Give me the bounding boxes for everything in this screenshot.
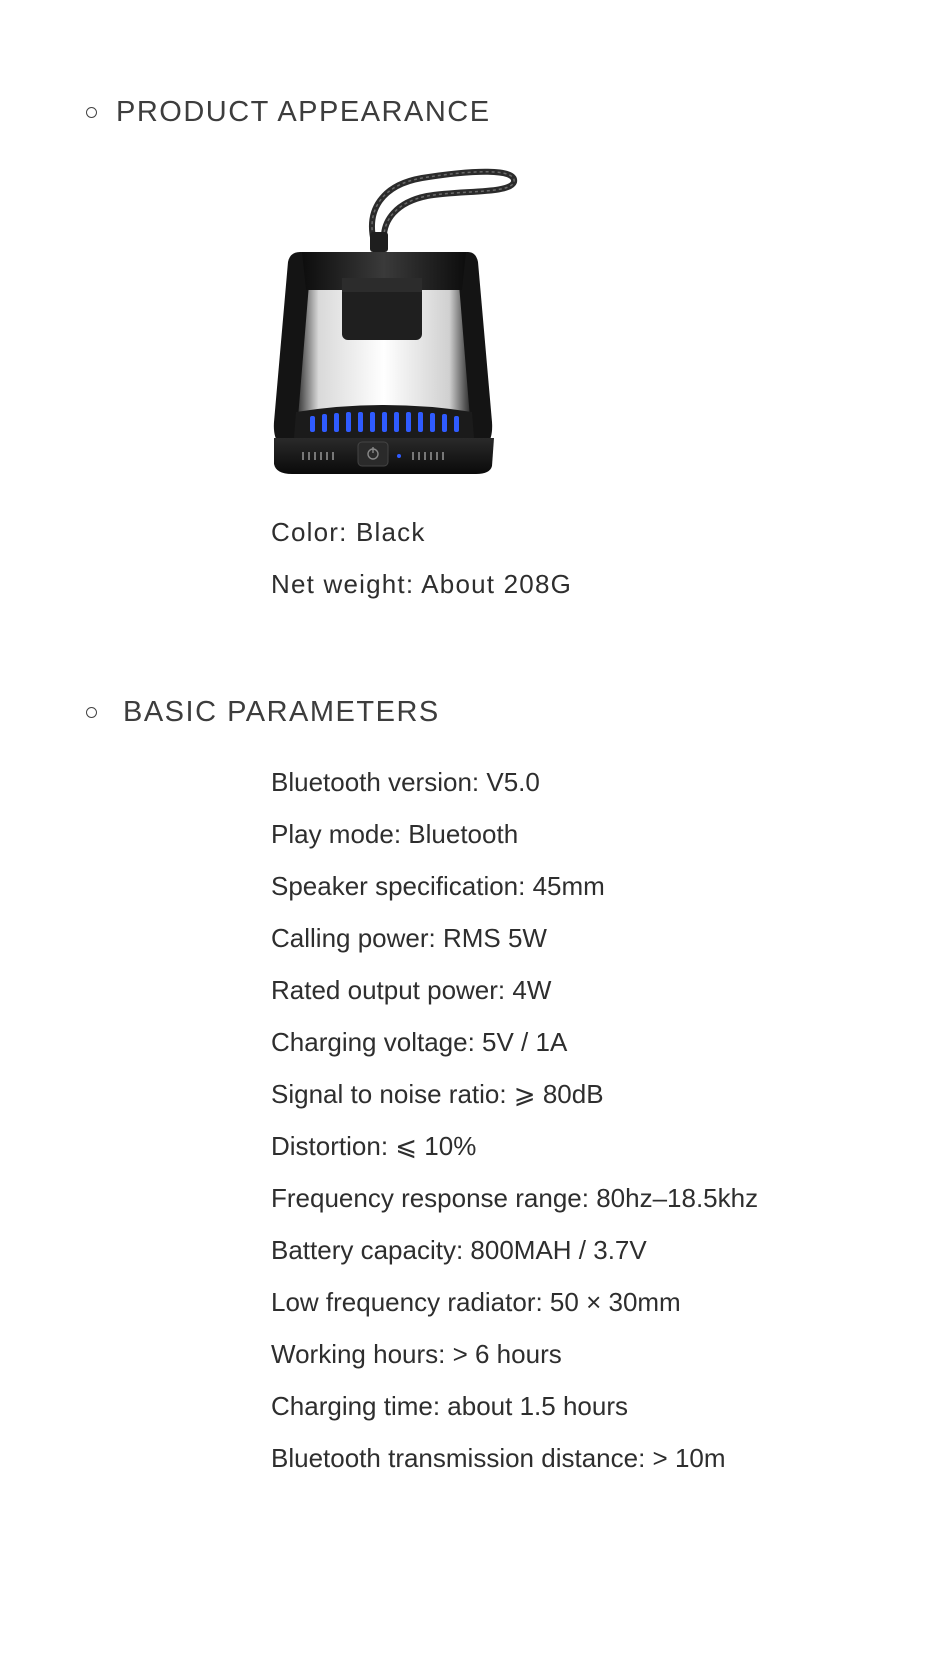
section-title: BASIC PARAMETERS [123, 695, 440, 728]
list-item: Rated output power: 4W [271, 975, 552, 1005]
list-item: Working hours: > 6 hours [271, 1339, 562, 1369]
parameter-list [271, 760, 758, 1488]
list-item: Play mode: Bluetooth [271, 819, 519, 849]
section-heading-appearance [86, 92, 491, 132]
list-item: Battery capacity: 800MAH / 3.7V [271, 1235, 647, 1265]
section-heading-parameters [86, 692, 440, 732]
list-item: Calling power: RMS 5W [271, 923, 547, 953]
list-item: Distortion: ⩽ 10% [271, 1131, 477, 1161]
section-title: PRODUCT APPEARANCE [116, 95, 491, 128]
list-item: Low frequency radiator: 50 × 30mm [271, 1287, 681, 1317]
circle-outline-icon [86, 107, 97, 118]
weight-line: Net weight: About 208G [271, 569, 573, 599]
list-item: Frequency response range: 80hz–18.5khz [271, 1183, 759, 1213]
list-item: Speaker specification: 45mm [271, 871, 605, 901]
appearance-details [271, 512, 572, 616]
product-image [262, 160, 532, 485]
list-item: Charging voltage: 5V / 1A [271, 1027, 568, 1057]
list-item: Charging time: about 1.5 hours [271, 1391, 628, 1421]
list-item: Bluetooth transmission distance: > 10m [271, 1443, 726, 1473]
circle-outline-icon [86, 707, 97, 718]
power-icon [358, 442, 388, 466]
list-item: Bluetooth version: V5.0 [271, 767, 540, 797]
list-item: Signal to noise ratio: ⩾ 80dB [271, 1079, 604, 1109]
color-line: Color: Black [271, 517, 426, 547]
